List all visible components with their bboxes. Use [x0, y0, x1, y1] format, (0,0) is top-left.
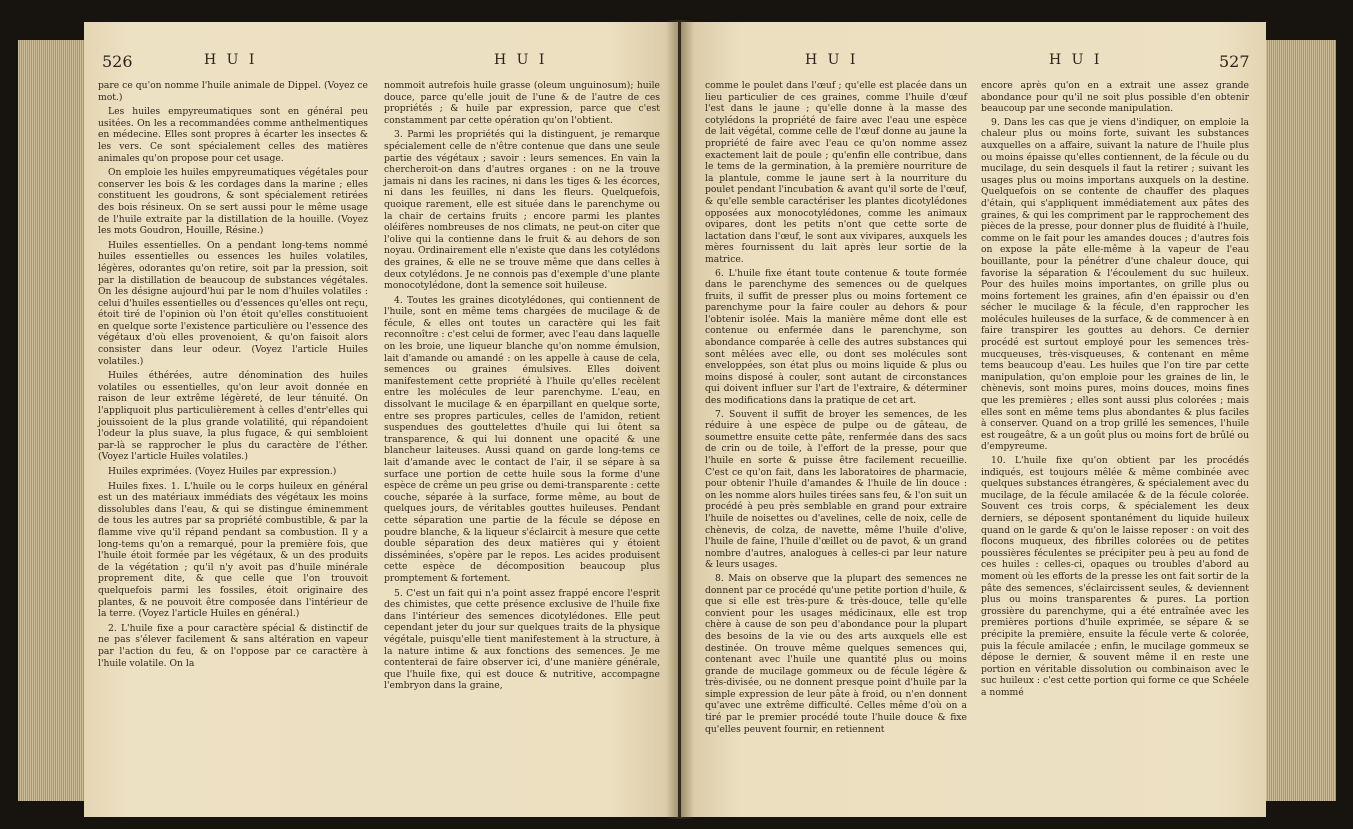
paragraph: 3. Parmi les propriétés qui la distinguent, je remarque spécialement celle de n'être contenue que dans une seule partie des végétaux ; savoir : leurs semences. En vain la chercheroit-on dans d'autres organes : on ne la trouve jamais ni dans les racines, ni dans les tiges & les écorces, ni dans les feuilles, ni dans les fleurs. Quelquefois, quoique rarement, elle est située dans le parenchyme ou la chair de certains fruits ; encore parmi les plantes oléifères nombreuses de nos climats, ne peut-on citer que l'olive qui la contienne dans le fruit & au dehors de son noyau. Ordinairement elle n'existe que dans les cotylédons des graines, & elle ne se trouve même que dans celles à deux cotylédons. Je ne connois pas d'exemple d'une plante monocotylédone, dont la semence soit huileuse.	[384, 129, 660, 292]
paragraph: 7. Souvent il suffit de broyer les semences, de les réduire à une espèce de pulpe ou de gâteau, de soumettre ensuite cette pâte, renfermée dans des sacs de crin ou de toile, à l'effort de la presse, pour que l'huile en sorte & puisse être facilement recueillie. C'est ce qu'on fait, dans les laboratoires de pharmacie, pour obtenir l'huile d'amandes & l'huile de lin douce : on les nomme alors huiles tirées sans feu, & l'on suit un procédé à peu près semblable en grand pour extraire l'huile de noisettes ou d'avelines, celle de noix, celle de chènevis, de colza, de navette, même l'huile d'olive, l'huile de faine, l'huile d'œillet ou de pavot, & un grand nombre d'autres, analogues à celles-ci par leur nature & leurs usages.	[705, 408, 967, 571]
paragraph: 4. Toutes les graines dicotylédones, qui contiennent de l'huile, sont en même tems chargées de mucilage & de fécule, & elles ont toutes un caractère qui les fait reconnoître : c'est celui de former, avec l'eau dans laquelle on les broie, une liqueur blanche qu'on nomme émulsion, lait d'amande ou amandé : on les appelle à cause de cela, semences ou graines émulsives. Elles doivent manifestement cette propriété à l'huile qu'elles recèlent entre les molécules de leur parenchyme. L'eau, en dissolvant le mucilage & en éparpillant en quelque sorte, entre ses propres particules, celles de l'amidon, retient suspendues des gouttelettes d'huile qui lui ôtent sa transparence, & qui lui donnent une opacité & une blancheur laiteuses. Aussi quand on garde long-tems ce lait d'amande avec le contact de l'air, il se sépare à sa surface une portion de cette huile sous la forme d'une espèce de crême un peu grise ou demi-transparente : cette couche, séparée à la surface, forme même, au bout de quelques jours, de véritables gouttes huileuses. Pendant cette séparation une partie de la fécule se dépose en poudre blanche, & la liqueur s'éclaircit à mesure que cette double séparation des deux matières qui y étoient disséminées, s'opère par le repos. Les acides produisent cette espèce de décomposition beaucoup plus promptement & fortement.	[384, 294, 660, 584]
paragraph: On emploie les huiles empyreumatiques végétales pour conserver les bois & les cordages dans la marine ; elles constituent les goudrons, & sont spécialement retirées des bois résineux. On se sert aussi pour le même usage de l'huile extraite par la distillation de la houille. (Voyez les mots Goudron, Houille, Résine.)	[98, 167, 368, 237]
paragraph: 10. L'huile fixe qu'on obtient par les procédés indiqués, est toujours mêlée & même combinée avec quelques substances étrangères, & spécialement avec du mucilage, de la fécule amilacée & de la fécule colorée. Souvent ces trois corps, & spécialement les deux derniers, se déposent spontanément du liquide huileux quand on le garde & qu'on le laisse reposer : on voit des flocons muqueux, des fibrilles colorées ou de petites poussières féculentes se précipiter peu à peu au fond de ces huiles : celles-ci, opaques ou troubles d'abord au moment où les efforts de la presse les ont fait sortir de la pâte des semences, s'éclaircissent seules, & deviennent plus ou moins transparentes & pures. La portion grossière du parenchyme, qui a été entraînée avec les premières portions d'huile exprimée, se sépare & se précipite la première, ensuite la fécule verte & colorée, puis la fécule amilacée ; enfin, le mucilage gommeux se dépose le dernier, & souvent même il en reste une portion en véritable dissolution ou combinaison avec le suc huileux : c'est cette portion qui forme ce que Schéele a nommé	[981, 455, 1249, 698]
paragraph: encore après qu'on en a extrait une assez grande abondance pour qu'il ne soit plus possible d'en obtenir beaucoup par une seconde manipulation.	[981, 80, 1249, 115]
paragraph: Les huiles empyreumatiques sont en général peu usitées. On les a recommandées comme anthelmentiques en médecine. Elles sont propres à écarter les insectes & les vers. Ce sont spécialement celles des matières animales qu'on propose pour cet usage.	[98, 106, 368, 164]
paragraph: 8. Mais on observe que la plupart des semences ne donnent par ce procédé qu'une petite portion d'huile, & que si elle est très-pure & très-douce, telle qu'elle convient pour les usages médicinaux, elle est trop chère à cause de son peu d'abondance pour la plupart des besoins de la vie ou des arts auxquels elle est destinée. On trouve même quelques semences qui, contenant avec l'huile une quantité plus ou moins grande de mucilage gommeux ou de fécule légère & très-divisée, ou ne donnent presque point d'huile par la simple expression de leur pâte à froid, ou n'en donnent qu'avec une extrême difficulté. Celles même d'où on a tiré par le premier procédé toute l'huile douce & fixe qu'elles peuvent fournir, en retiennent	[705, 572, 967, 735]
book-gutter	[666, 20, 694, 819]
running-head: H U I	[204, 52, 258, 68]
running-head: H U I	[1049, 52, 1103, 68]
text-column-left	[98, 80, 368, 672]
page-number: 526	[102, 52, 133, 71]
paragraph: 9. Dans les cas que je viens d'indiquer, on emploie la chaleur plus ou moins forte, suivant les substances auxquelles on a affaire, suivant la nature de l'huile plus ou moins épaisse qu'elles contiennent, de la fécule ou du mucilage, du sein desquels il faut la retirer ; suivant les usages plus ou moins importans auxquels on la destine. Quelquefois on se contente de chauffer des plaques d'étain, qui s'appliquent immédiatement aux pâtes des graines, & qui les compriment par le rapprochement des pièces de la presse, pour donner plus de fluidité à l'huile, comme on le fait pour les amandes douces ; d'autres fois on expose la pâte elle-même à la vapeur de l'eau bouillante, pour la pénétrer d'une chaleur douce, qui favorise la séparation & l'écoulement du suc huileux. Pour des huiles moins importantes, on grille plus ou moins fortement les graines, afin d'en épaissir ou d'en sécher le mucilage & la fécule, d'en rapprocher les molécules huileuses de la surface, & de commencer à en faire transpirer les gouttes au dehors. Ce dernier procédé est surtout employé pour les semences très-mucqueuses, très-visqueuses, & contenant en même tems beaucoup d'eau. Les huiles que l'on tire par cette manipulation, qu'on emploie pour les graines de lin, le chènevis, sont moins pures, moins douces, moins fines que les premières ; elles sont aussi plus colorées ; mais elles sont en même tems plus abondantes & plus faciles à conserver. Quand on a trop grillé les semences, l'huile est rougeâtre, & a un goût plus ou moins fort de brûlé ou d'empyreume.	[981, 116, 1249, 453]
left-page	[84, 22, 678, 817]
text-column-right	[981, 80, 1249, 700]
text-column-left	[705, 80, 967, 737]
right-page	[681, 22, 1266, 817]
running-head: H U I	[494, 52, 548, 68]
page-number: 527	[1219, 52, 1250, 71]
paragraph: pare ce qu'on nomme l'huile animale de Dippel. (Voyez ce mot.)	[98, 80, 368, 103]
left-page-edges	[18, 40, 88, 801]
paragraph: Huiles essentielles. On a pendant long-tems nommé huiles essentielles ou essences les huiles volatiles, légères, odorantes qu'on retire, soit par la pression, soit par la distillation de beaucoup de substances végétales. On les désigne aujourd'hui par le nom d'huiles volatiles : celui d'huiles essentielles ou d'essences qu'elles ont reçu, étoit tiré de l'opinion où l'on étoit qu'elles constituoient en quelque sorte l'existence particulière ou l'essence des végétaux d'où elles provenoient, & qu'on faisoit alors consister dans leur odeur. (Voyez l'article Huiles volatiles.)	[98, 239, 368, 367]
paragraph: 6. L'huile fixe étant toute contenue & toute formée dans le parenchyme des semences ou de quelques fruits, il suffit de presser plus ou moins fortement ce parenchyme pour la faire couler au dehors & pour l'obtenir isolée. Mais la manière même dont elle est contenue ou enfermée dans le parenchyme, son abondance comparée à celle des autres substances qui sont mêlées avec elle, ou dont ses molécules sont enveloppées, son état plus ou moins liquide & plus ou moins disposé à couler, sont autant de circonstances qui doivent influer sur l'art de l'extraire, & déterminer des modifications dans la pratique de cet art.	[705, 267, 967, 407]
text-column-right	[384, 80, 660, 695]
paragraph: nommoit autrefois huile grasse (oleum unguinosum); huile douce, parce qu'elle jouit de l'une & de l'autre de ces propriétés ; & huile par expression, parce que c'est constamment par cette opération qu'on l'obtient.	[384, 80, 660, 126]
paragraph: 5. C'est un fait qui n'a point assez frappé encore l'esprit des chimistes, que cette présence exclusive de l'huile fixe dans l'intérieur des semences dicotylédones. Elle peut cependant jeter du jour sur quelques traits de la physique végétale, puisqu'elle tient manifestement à la structure, à la nature intime & aux fonctions des semences. Je me contenterai de faire observer ici, d'une manière générale, que l'huile fixe, qui est douce & nutritive, accompagne l'embryon dans la graine,	[384, 587, 660, 692]
paragraph: 2. L'huile fixe a pour caractère spécial & distinctif de ne pas s'élever facilement & sans altération en vapeur par l'action du feu, & on l'oppose par ce caractère à l'huile volatile. On la	[98, 622, 368, 669]
paragraph: Huiles fixes. 1. L'huile ou le corps huileux en général est un des matériaux immédiats des végétaux les moins dissolubles dans l'eau, & qui se distingue éminemment de tous les autres par sa propriété combustible, & par la flamme vive qu'il répand pendant sa combustion. Il y a long-tems qu'on a remarqué, pour la première fois, que l'huile étoit formée par les végétaux, & un des produits de la végétation ; qu'il n'y avoit pas d'huile minérale proprement dite, & que celle que l'on trouvoit quelquefois parmi les fossiles, étoit originaire des plantes, & ne pouvoit être composée dans l'intérieur de la terre. (Voyez l'article Huiles en général.)	[98, 480, 368, 620]
paragraph: comme le poulet dans l'œuf ; qu'elle est placée dans un lieu particulier de ces graines, comme l'huile d'œuf l'est dans le jaune ; qu'elle donne à la masse des cotylédons la propriété de faire avec l'eau une espèce de lait végétal, comme celle de l'œuf donne au jaune la propriété de faire avec l'eau ce qu'on nomme assez exactement lait de poule ; qu'enfin elle contribue, dans le tems de la germination, à la première nourriture de la plantule, comme le jaune sert à la nourriture du poulet pendant l'incubation & avant qu'il sorte de l'œuf, & qu'elle semble caractériser les plantes dicotylédones opposées aux monocotylédones, comme les animaux ovipares, dont les petits n'ont que cette sorte de lactation dans l'œuf, le sont aux vivipares, auxquels les mères fournissent du lait après leur sortie de la matrice.	[705, 80, 967, 265]
right-page-edges	[1258, 40, 1336, 801]
paragraph: Huiles exprimées. (Voyez Huiles par expression.)	[108, 466, 337, 477]
paragraph: Huiles éthérées, autre dénomination des huiles volatiles ou essentielles, qu'on leur avoit donnée en raison de leur extrême légèreté, de leur ténuité. On l'appliquoit plus particulièrement à celles d'entr'elles qui jouissoient de la plus grande volatilité, qui répandoient l'odeur la plus suave, la plus fugace, & qui sembloient par-là se rapprocher le plus du caractère de l'éther. (Voyez l'article Huiles volatiles.)	[98, 370, 368, 463]
running-head: H U I	[805, 52, 859, 68]
